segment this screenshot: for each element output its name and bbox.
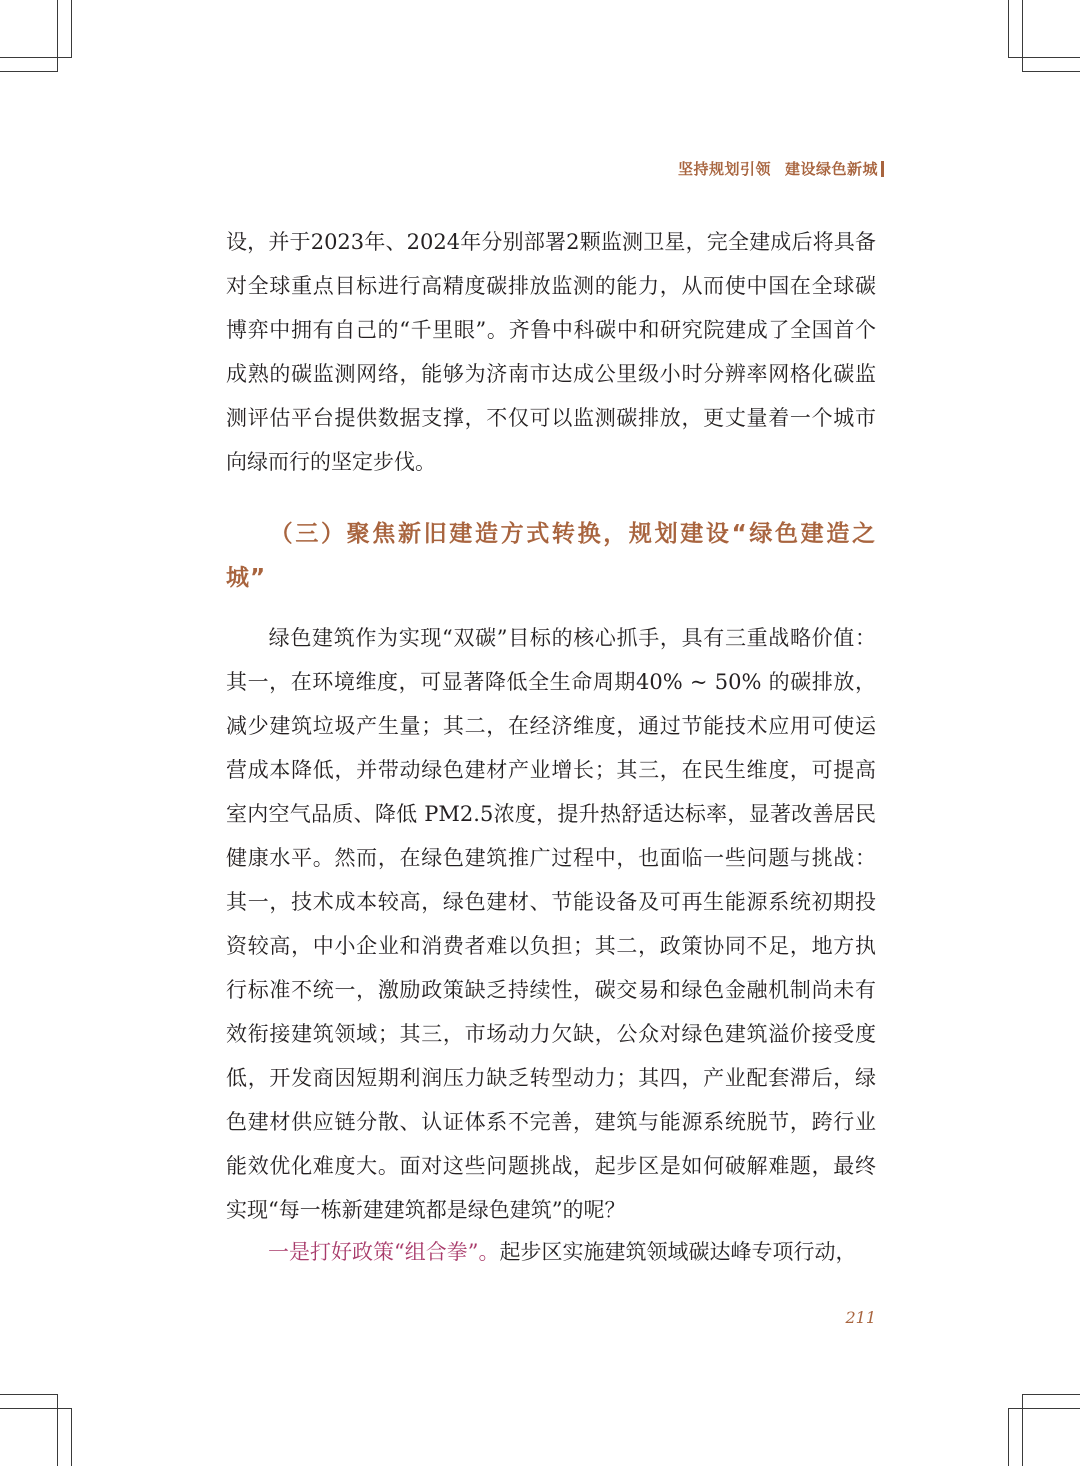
crop-mark-tl-h: [0, 71, 57, 72]
crop-mark-tr-v2: [1022, 0, 1023, 72]
section-heading: [226, 512, 876, 600]
running-header-part1: 坚持规划引领: [677, 160, 771, 178]
crop-mark-tr-v: [1008, 0, 1009, 57]
crop-mark-tl-h2: [0, 57, 72, 58]
crop-mark-tr-h2: [1008, 57, 1080, 58]
crop-mark-bl-h2: [0, 1408, 72, 1409]
crop-mark-tl-v2: [57, 0, 58, 72]
paragraph-policy: [226, 1230, 876, 1274]
paragraph-green-building-text: 绿色建筑作为实现“双碳”目标的核心抓手，具有三重战略价值：其一，在环境维度，可显著降低全生命周期40% ~ 50% 的碳排放，减少建筑垃圾产生量；其二，在经济维度，通过节能技术应用可使运营成本降低，并带动绿色建材产业增长；其三，在民生维度，可提高室内空气品质、降低 PM2.5浓度，提升热舒适达标率，显著改善居民健康水平。然而，在绿色建筑推广过程中，也面临一些问题与挑战：其一，技术成本较高，绿色建材、节能设备及可再生能源系统初期投资较高，中小企业和消费者难以负担；其二，政策协同不足，地方执行标准不统一，激励政策缺乏持续性，碳交易和绿色金融机制尚未有效衔接建筑领域；其三，市场动力欠缺，公众对绿色建筑溢价接受度低，开发商因短期利润压力缺乏转型动力；其四，产业配套滞后，绿色建材供应链分散、认证体系不完善，建筑与能源系统脱节，跨行业能效优化难度大。面对这些问题挑战，起步区是如何破解难题，最终实现“每一栋新建建筑都是绿色建筑”的呢？: [226, 626, 876, 1222]
page-number: 211: [845, 1308, 876, 1327]
running-header: [678, 158, 878, 179]
running-header-part2: 建设绿色新城: [784, 160, 878, 178]
paragraph-policy-lead: 一是打好政策“组合拳”。: [268, 1240, 500, 1264]
paragraph-continuation: 设，并于2023年、2024年分别部署2颗监测卫星，完全建成后将具备对全球重点目标进行高精度碳排放监测的能力，从而使中国在全球碳博弈中拥有自己的“千里眼”。齐鲁中科碳中和研究院建成了全国首个成熟的碳监测网络，能够为济南市达成公里级小时分辨率网格化碳监测评估平台提供数据支撑，不仅可以监测碳排放，更丈量着一个城市向绿而行的坚定步伐。: [226, 230, 876, 474]
crop-mark-br-h: [1023, 1394, 1080, 1395]
crop-mark-tr-h: [1023, 71, 1080, 72]
crop-mark-br-v: [1008, 1409, 1009, 1466]
paragraph-green-building: [226, 616, 876, 1232]
crop-mark-tl-v: [71, 0, 72, 57]
header-bar: [881, 161, 884, 177]
crop-mark-br-h2: [1008, 1408, 1080, 1409]
crop-mark-bl-v: [71, 1409, 72, 1466]
crop-mark-br-v2: [1022, 1394, 1023, 1466]
paragraph-policy-text: 起步区实施建筑领域碳达峰专项行动，: [499, 1240, 857, 1264]
crop-mark-bl-h: [0, 1394, 57, 1395]
section-heading-text: （三）聚焦新旧建造方式转换，规划建设“绿色建造之城”: [226, 521, 876, 591]
crop-mark-bl-v2: [57, 1394, 58, 1466]
